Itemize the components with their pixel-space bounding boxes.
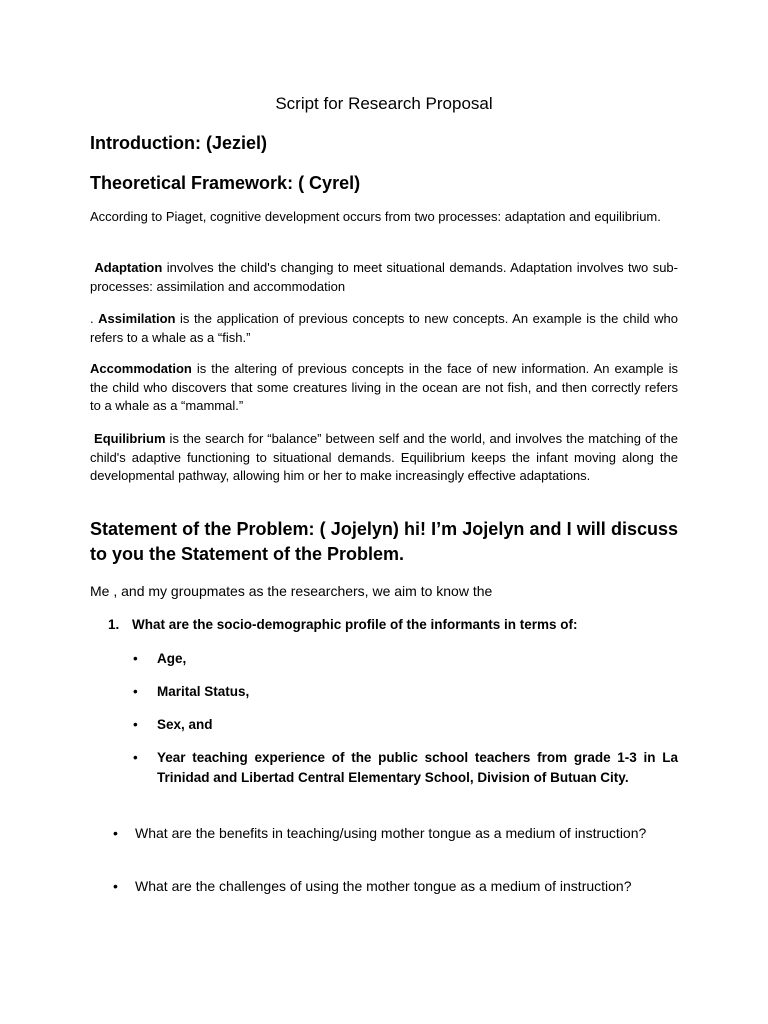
adaptation-paragraph [90,259,678,296]
researchers-intro-line: Me , and my groupmates as the researchers, we aim to know the [90,583,493,599]
profile-item-text: Age, [157,651,187,666]
accommodation-paragraph [90,360,678,416]
question-1 [108,616,578,634]
adaptation-term: Adaptation [94,260,163,275]
adaptation-text: involves the child's changing to meet situational demands. Adaptation involves two sub-processes: assimilation and accommodation [90,260,678,294]
question-1-number: 1. [108,617,120,632]
piaget-paragraph: According to Piaget, cognitive development occurs from two processes: adaptation and equilibrium. [90,209,661,224]
bullet-icon: • [113,878,118,894]
equilibrium-term: Equilibrium [94,431,166,446]
assimilation-text: is the application of previous concepts to new concepts. An example is the child who refers to a whale as a “fish.” [90,311,678,345]
document-title: Script for Research Proposal [275,94,493,113]
profile-item-text: Marital Status, [157,684,250,699]
profile-item-teaching-experience [133,748,678,788]
question-text: What are the challenges of using the mother tongue as a medium of instruction? [135,878,632,894]
accommodation-term: Accommodation [90,361,192,376]
profile-item-age [133,649,678,669]
bullet-icon: • [133,717,138,732]
profile-item-marital-status [133,682,678,702]
theoretical-framework-heading: Theoretical Framework: ( Cyrel) [90,173,361,193]
bullet-icon: • [113,825,118,841]
bullet-icon: • [133,651,138,666]
bullet-icon: • [133,750,138,765]
question-challenges [113,873,678,899]
assimilation-paragraph [90,310,678,347]
equilibrium-paragraph [90,430,678,486]
question-1-text: What are the socio-demographic profile of the informants in terms of: [132,617,578,632]
assimilation-prefix: . [90,311,99,326]
assimilation-term: Assimilation [98,311,176,326]
question-text: What are the benefits in teaching/using mother tongue as a medium of instruction? [135,825,647,841]
profile-item-text: Year teaching experience of the public school teachers from grade 1-3 in La Trinidad and Libertad Central Elementary School, Division of Butuan City. [157,750,678,785]
bullet-icon: • [133,684,138,699]
question-benefits [113,820,678,846]
statement-of-problem-heading: Statement of the Problem: ( Jojelyn) hi! I’m Jojelyn and I will discuss to you the Statement of the Problem. [90,519,678,564]
accommodation-text: is the altering of previous concepts in the face of new information. An example is the child who discovers that some creatures living in the ocean are not fish, and then correctly refers to a whale as a “mammal.” [90,361,678,413]
profile-item-sex [133,715,678,735]
equilibrium-text: is the search for “balance” between self and the world, and involves the matching of the child's adaptive functioning to situational demands. Equilibrium keeps the infant moving along the developmental pathway, allowing him or her to make increasingly effective adaptations. [90,431,678,483]
introduction-heading: Introduction: (Jeziel) [90,133,267,153]
profile-item-text: Sex, and [157,717,213,732]
